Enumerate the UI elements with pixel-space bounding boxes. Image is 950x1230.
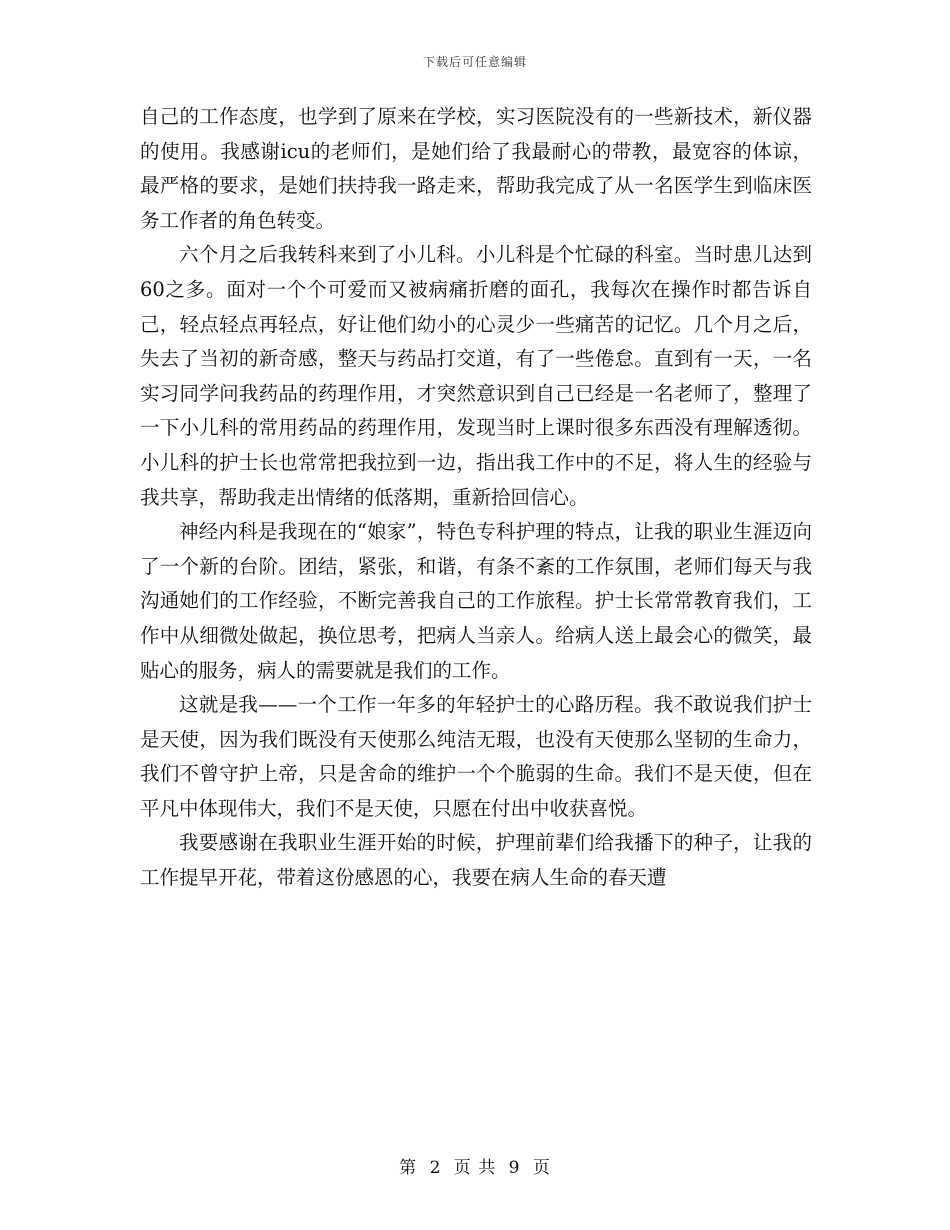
footer-middle: 页 共 <box>453 1158 497 1178</box>
total-page-count: 9 <box>508 1158 521 1178</box>
paragraph-2: 六个月之后我转科来到了小儿科。小儿科是个忙碌的科室。当时患儿达到60之多。面对一个个可爱而又被病痛折磨的面孔，我每次在操作时都告诉自己，轻点轻点再轻点，好让他们幼小的心灵少一些痛苦的记忆。几个月之后，失去了当初的新奇感，整天与药品打交道，有了一些倦怠。直到有一天，一名实习同学问我药品的药理作用，才突然意识到自己已经是一名老师了，整理了一下小儿科的常用药品的药理作用，发现当时上课时很多东西没有理解透彻。小儿科的护士长也常常把我拉到一边，指出我工作中的不足，将人生的经验与我共享，帮助我走出情绪的低落期，重新拾回信心。 <box>140 243 812 509</box>
page-footer <box>0 1153 950 1178</box>
paragraph-4: 这就是我——一个工作一年多的年轻护士的心路历程。我不敢说我们护士是天使，因为我们既没有天使那么纯洁无瑕，也没有天使那么坚韧的生命力，我们不曾守护上帝，只是舍命的维护一个个脆弱的生命。我们不是天使，但在平凡中体现伟大，我们不是天使，只愿在付出中收获喜悦。 <box>140 693 812 820</box>
page-header <box>0 53 950 70</box>
header-text: 下载后可任意编辑 <box>422 55 527 69</box>
footer-suffix: 页 <box>532 1158 551 1178</box>
document-body <box>140 100 812 896</box>
paragraph-5: 我要感谢在我职业生涯开始的时候，护理前辈们给我播下的种子，让我的工作提早开花，带着这份感恩的心，我要在病人生命的春天遭 <box>140 831 812 890</box>
paragraph-1: 自己的工作态度，也学到了原来在学校，实习医院没有的一些新技术，新仪器的使用。我感谢icu的老师们，是她们给了我最耐心的带教，最宽容的体谅，最严格的要求，是她们扶持我一路走来，帮助我完成了从一名医学生到临床医务工作者的角色转变。 <box>140 105 812 232</box>
paragraph-3: 神经内科是我现在的“娘家”，特色专科护理的特点，让我的职业生涯迈向了一个新的台阶。团结，紧张，和谐，有条不紊的工作氛围，老师们每天与我沟通她们的工作经验，不断完善我自己的工作旅程。护士长常常教育我们，工作中从细微处做起，换位思考，把病人当亲人。给病人送上最会心的微笑，最贴心的服务，病人的需要就是我们的工作。 <box>140 520 812 682</box>
current-page-number: 2 <box>429 1158 442 1178</box>
footer-prefix: 第 <box>399 1158 418 1178</box>
